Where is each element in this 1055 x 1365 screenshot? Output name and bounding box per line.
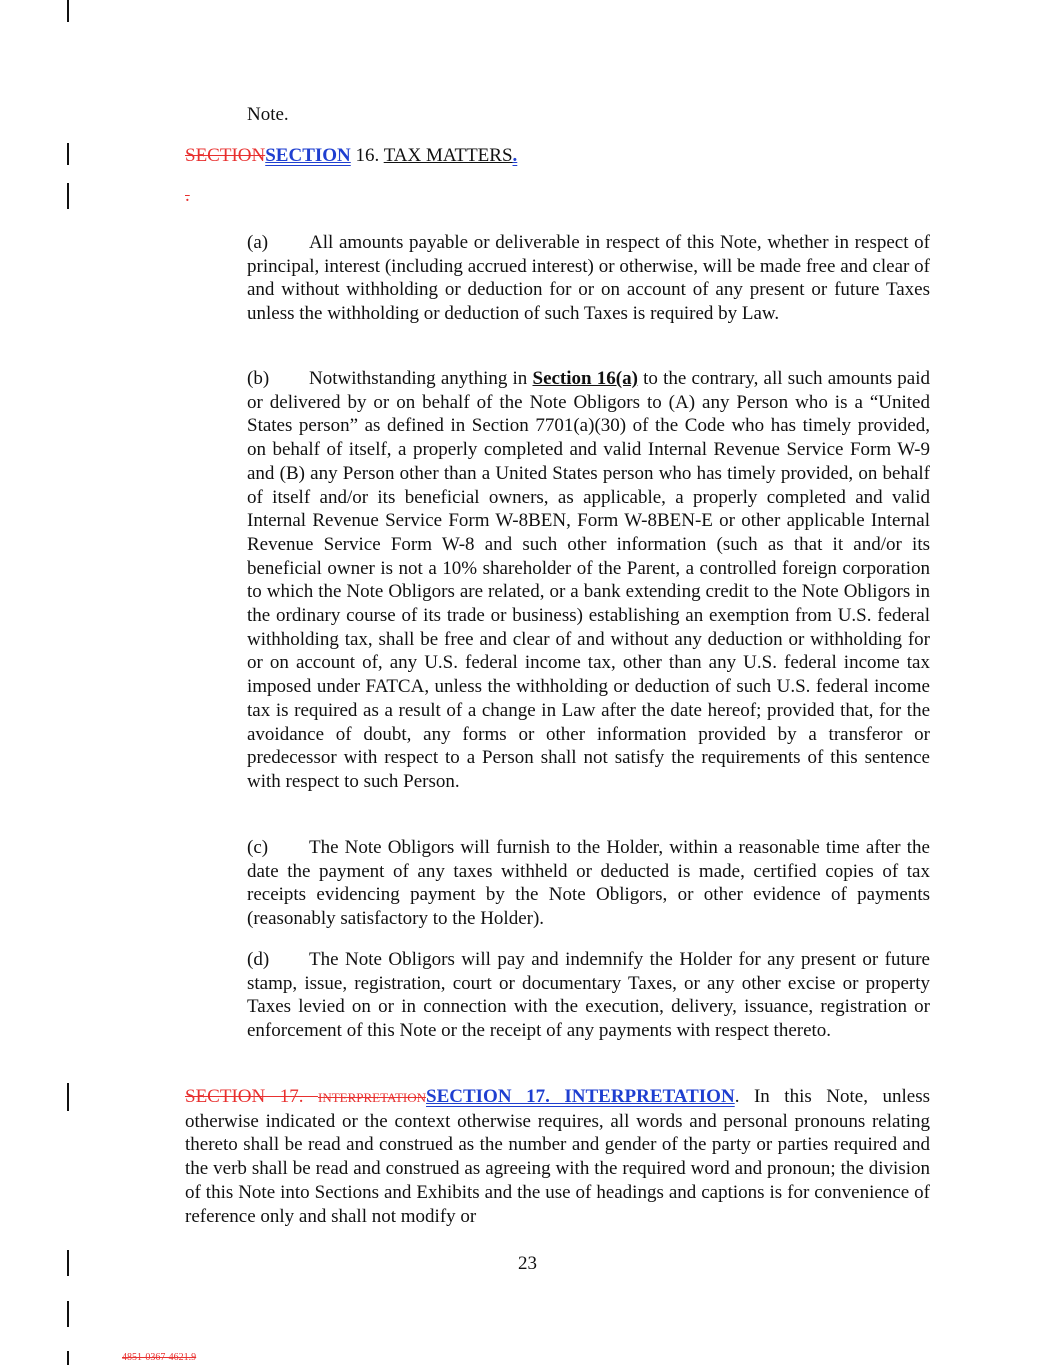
paragraph-label: (d)	[247, 949, 270, 970]
change-bar	[67, 143, 69, 165]
inserted-text: .	[512, 145, 518, 166]
page-number: 23	[518, 1253, 537, 1274]
change-bar	[67, 1301, 69, 1327]
change-bar	[67, 1351, 69, 1365]
inserted-heading: SECTION 17. INTERPRETATION	[426, 1086, 735, 1107]
paragraph-c	[247, 836, 930, 931]
change-bar	[67, 1083, 69, 1111]
paragraph-text: All amounts payable or deliverable in respect of this Note, whether in respect of principal, interest (including accrued interest) or otherwise, will be made free and clear of and without withholding or deduction for or on account of any present or future Taxes unless the withholding or deduction of such Taxes is required by Law.	[247, 232, 930, 325]
paragraph-b	[247, 367, 930, 794]
section-16-heading	[185, 144, 517, 168]
continuation-text: Note.	[247, 104, 289, 125]
paragraph-text: to the contrary, all such amounts paid or delivered by or on behalf of the Note Obligors to (A) any Person who is a “United States person” as defined in Section 7701(a)(30) of the Code who has timely provided, on behalf of itself, a properly completed and valid Internal Revenue Service Form W-9 and (B) any Person other than a United States person who has timely provided, on behalf of itself and/or its beneficial owners, as applicable, a properly completed and valid Internal Revenue Service Form W-8BEN, Form W-8BEN-E or other applicable Internal Revenue Service Form W-8 and such other information (such as that it and/or its beneficial owner is not a 10% shareholder of the Parent, a controlled foreign corporation to which the Note Obligors are related, or a bank extending credit to the Note Obligors in the ordinary course of its trade or business) establishing an exemption from U.S. federal withholding tax, shall be free and clear of and without any deduction or withholding for or on account of, any U.S. federal income tax, other than any U.S. federal income tax imposed under FATCA, unless the withholding or deduction of such U.S. federal income tax is required as a result of a change in Law after the date hereof; provided that, for the avoidance of doubt, any forms or other information provided by a transferor or predecessor with respect to a Person shall not satisfy the requirements of this sentence with respect to such Person.	[247, 368, 930, 792]
paragraph-label: (a)	[247, 232, 269, 253]
deleted-text: .	[185, 185, 190, 206]
paragraph-text: . In this Note, unless otherwise indicated or the context otherwise requires, all words and personal pronouns relating thereto shall be read and construed as the number and gender of the party or parties required and the verb shall be read and construed as agreeing with the required word and pronoun; the division of this Note into Sections and Exhibits and the use of headings and captions is for convenience of reference only and shall not modify or	[185, 1086, 930, 1227]
section-reference-link[interactable]: Section 16(a)	[532, 368, 638, 389]
change-bar	[67, 183, 69, 209]
section-title: TAX MATTERS	[383, 145, 513, 166]
change-bar	[67, 0, 69, 22]
paragraph-text: The Note Obligors will furnish to the Holder, within a reasonable time after the date the payment of any taxes withheld or deducted is made, certified copies of tax receipts evidencing payment by the Note Obligors, or other evidence of payments (reasonably satisfactory to the Holder).	[247, 837, 930, 930]
section-number: 16.	[355, 145, 380, 166]
deleted-text: SECTION	[185, 145, 266, 166]
paragraph-a	[247, 231, 930, 326]
document-id: 4851-0367-4621.9	[122, 1352, 197, 1363]
paragraph-text: Notwithstanding anything in	[309, 368, 528, 389]
inserted-text: SECTION	[265, 145, 351, 166]
paragraph-label: (b)	[247, 368, 270, 389]
section-17-paragraph	[185, 1085, 930, 1228]
deleted-text: SECTION 17.	[185, 1086, 319, 1107]
deleted-marker	[185, 184, 190, 208]
paragraph-label: (c)	[247, 837, 269, 858]
deleted-text: INTERPRETATION	[318, 1090, 427, 1105]
paragraph-text: The Note Obligors will pay and indemnify the Holder for any present or future stamp, issue, registration, court or documentary Taxes, or any other excise or property Taxes levied on or in connection with the execution, delivery, issuance, registration or enforcement of this Note or the receipt of any payments with respect thereto.	[247, 949, 930, 1042]
paragraph-d	[247, 948, 930, 1043]
